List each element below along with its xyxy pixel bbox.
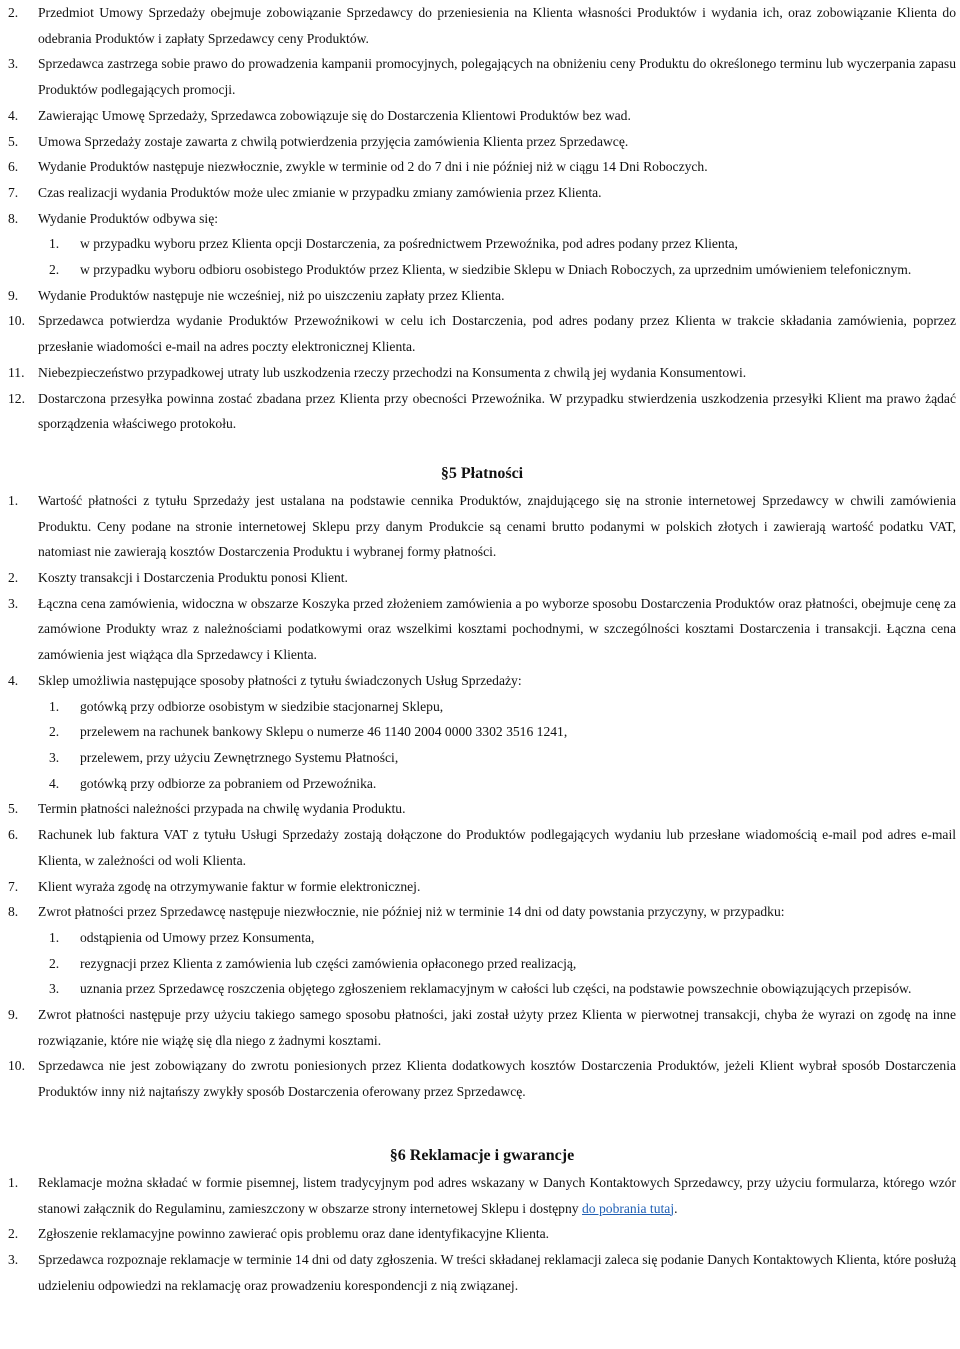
- delivery-subitem: [8, 231, 956, 257]
- item-number: 2.: [8, 1226, 19, 1242]
- item-number: 12.: [8, 390, 25, 406]
- item-text: Wydanie Produktów następuje niezwłocznie, zwykle w terminie od 2 do 7 dni i nie później niż w ciągu 14 Dni Roboczych.: [38, 159, 708, 175]
- item-text: rezygnacji przez Klienta z zamówienia lub części zamówienia opłaconego przed realizacją,: [80, 955, 577, 971]
- item-text: w przypadku wyboru przez Klienta opcji Dostarczenia, za pośrednictwem Przewoźnika, pod adres podany przez Klienta,: [80, 236, 738, 252]
- item-text: Sklep umożliwia następujące sposoby płatności z tytułu świadczonych Usług Sprzedaży:: [38, 672, 522, 688]
- payments-list: [8, 488, 956, 1105]
- item-number: 3.: [8, 595, 19, 611]
- item-text: Sprzedawca nie jest zobowiązany do zwrotu poniesionych przez Klienta dodatkowych kosztów Dostarczenia Produktów, jeżeli Klient wybrał sposób Dostarczenia Produktów inny niż najtańszy zwykły sposób Dostarczenia oferowany przez Sprzedawcę.: [38, 1058, 956, 1100]
- item-text: Umowa Sprzedaży zostaje zawarta z chwilą potwierdzenia przyjęcia zamówienia Klienta przez Sprzedawcę.: [38, 133, 629, 149]
- payment-item: [8, 899, 956, 925]
- item-number: 9.: [8, 1007, 19, 1023]
- delivery-subitem: [8, 257, 956, 283]
- payment-item: [8, 488, 956, 565]
- payment-item: [8, 822, 956, 873]
- item-text: Wartość płatności z tytułu Sprzedaży jest ustalana na podstawie cennika Produktów, znajdującego się na stronie internetowej Sprzedawcy w chwili zamówienia Produktu. Ceny podane na stronie internetowej Sklepu przy danym Produkcie są cenami brutto podanymi w polskich złotych i zawierają wartość podatku VAT, natomiast nie zawierają kosztów Dostarczenia Produktu i wybranej formy płatności.: [38, 492, 956, 560]
- item-text: Zgłoszenie reklamacyjne powinno zawierać opis problemu oraz dane identyfikacyjne Klienta.: [38, 1226, 550, 1242]
- item-number: 2.: [8, 570, 19, 586]
- item-number: 2.: [8, 5, 19, 20]
- complaint-item: [8, 1221, 956, 1247]
- item-number: 6.: [8, 159, 19, 175]
- item-text: Termin płatności należności przypada na chwilę wydania Produktu.: [38, 801, 406, 817]
- delivery-item: [8, 386, 956, 437]
- item-text: Zawierając Umowę Sprzedaży, Sprzedawca zobowiązuje się do Dostarczenia Klientowi Produktów bez wad.: [38, 107, 631, 123]
- item-text: Czas realizacji wydania Produktów może ulec zmianie w przypadku zmiany zamówienia przez Klienta.: [38, 184, 602, 200]
- item-text: Łączna cena zamówienia, widoczna w obszarze Koszyka przed złożeniem zamówienia a po wyborze sposobu Dostarczenia Produktów oraz płatności, obejmuje cenę za zamówione Produkty wraz z należnościami podatkowymi oraz wszelkimi kosztami pochodnymi, w szczególności kosztami Dostarczenia i transakcji. Łączna cena zamówienia jest wiążąca dla Sprzedawcy i Klienta.: [38, 595, 956, 663]
- payment-subitem: [8, 745, 956, 771]
- payment-subitem: [8, 771, 956, 797]
- item-text: Dostarczona przesyłka powinna zostać zbadana przez Klienta przy obecności Przewoźnika. W przypadku stwierdzenia uszkodzenia przesyłki Klient ma prawo żądać sporządzenia właściwego protokołu.: [38, 390, 956, 432]
- item-number: 1.: [8, 492, 19, 508]
- payment-item: [8, 1002, 956, 1053]
- download-form-link[interactable]: do pobrania tutaj: [581, 1200, 675, 1216]
- payment-subitem: [8, 976, 956, 1002]
- item-text: Przedmiot Umowy Sprzedaży obejmuje zobowiązanie Sprzedawcy do przeniesienia na Klienta własności Produktów i wydania ich, oraz zobowiązanie Klienta do odebrania Produktów i zapłaty Sprzedawcy ceny Produktów.: [38, 5, 956, 46]
- item-number: 3.: [8, 56, 19, 72]
- item-number: 7.: [8, 184, 19, 200]
- item-number: 3.: [49, 981, 60, 997]
- item-text: Rachunek lub faktura VAT z tytułu Usługi Sprzedaży zostają dołączone do Produktów podlegających wydaniu lub przesłane wiadomością e-mail pod adres e-mail Klienta, w zależności od woli Klienta.: [38, 827, 956, 868]
- delivery-item: [8, 0, 956, 51]
- item-text: Zwrot płatności przez Sprzedawcę następuje niezwłocznie, nie później niż w terminie 14 dni od daty powstania przyczyny, w przypadku:: [38, 904, 785, 920]
- payment-subitem: [8, 694, 956, 720]
- item-number: 2.: [49, 724, 60, 740]
- item-text: Wydanie Produktów odbywa się:: [38, 210, 219, 226]
- payment-item: [8, 565, 956, 591]
- payment-item: [8, 796, 956, 822]
- item-number: 11.: [8, 364, 25, 380]
- item-text: przelewem na rachunek bankowy Sklepu o numerze 46 1140 2004 0000 3302 3516 1241,: [80, 724, 568, 740]
- item-number: 9.: [8, 287, 19, 303]
- item-text: gotówką przy odbiorze osobistym w siedzibie stacjonarnej Sklepu,: [80, 698, 444, 714]
- delivery-item: [8, 154, 956, 180]
- payment-item: [8, 591, 956, 668]
- item-text: Sprzedawca zastrzega sobie prawo do prowadzenia kampanii promocyjnych, polegających na obniżeniu ceny Produktu do określonego terminu lub wyczerpania zapasu Produktów podlegających promocji.: [38, 56, 956, 98]
- item-number: 5.: [8, 801, 19, 817]
- payment-item: [8, 1053, 956, 1104]
- delivery-item: [8, 51, 956, 102]
- item-number: 2.: [49, 955, 60, 971]
- item-number: 5.: [8, 133, 19, 149]
- item-text: Sprzedawca potwierdza wydanie Produktów Przewoźnikowi w celu ich Dostarczenia, pod adres podany przez Klienta w trakcie składania zamówienia, poprzez przesłanie wiadomości e-mail na adres poczty elektronicznej Klienta.: [38, 313, 956, 355]
- item-text-end: .: [674, 1200, 678, 1216]
- item-text: Wydanie Produktów następuje nie wcześniej, niż po uiszczeniu zapłaty przez Klienta.: [38, 287, 505, 303]
- delivery-terms-list: [8, 0, 956, 437]
- item-text: przelewem, przy użyciu Zewnętrznego Systemu Płatności,: [80, 749, 399, 765]
- item-number: 1.: [49, 698, 60, 714]
- section-5-heading: §5 Płatności: [440, 464, 524, 482]
- payment-item: [8, 668, 956, 694]
- item-text: Reklamacje można składać w formie pisemnej, listem tradycyjnym pod adres wskazany w Danych Kontaktowych Sprzedawcy, przy użyciu formularza, którego wzór stanowi załącznik do Regulaminu, zamieszczony w obszarze strony internetowej Sklepu i dostępny: [38, 1174, 956, 1216]
- item-text: gotówką przy odbiorze za pobraniem od Przewoźnika.: [80, 775, 377, 791]
- item-number: 8.: [8, 904, 19, 920]
- payment-subitem: [8, 925, 956, 951]
- complaint-item: [8, 1247, 956, 1298]
- item-number: 3.: [49, 749, 60, 765]
- item-number: 1.: [49, 929, 60, 945]
- item-text: Koszty transakcji i Dostarczenia Produktu ponosi Klient.: [38, 570, 348, 586]
- item-number: 10.: [8, 1058, 25, 1074]
- item-number: 1.: [8, 1174, 19, 1190]
- item-number: 8.: [8, 210, 19, 226]
- item-number: 1.: [49, 236, 60, 252]
- delivery-item: [8, 180, 956, 206]
- item-number: 6.: [8, 827, 19, 843]
- item-text: odstąpienia od Umowy przez Konsumenta,: [80, 929, 315, 945]
- delivery-item: [8, 283, 956, 309]
- item-number: 4.: [8, 107, 19, 123]
- delivery-item: [8, 206, 956, 232]
- item-number: 3.: [8, 1251, 19, 1267]
- complaints-list: [8, 1170, 956, 1299]
- payment-subitem: [8, 719, 956, 745]
- item-text: Sprzedawca rozpoznaje reklamacje w terminie 14 dni od daty zgłoszenia. W treści składanej reklamacji zaleca się podanie Danych Kontaktowych Klienta, które posłużą udzieleniu odpowiedzi na reklamację oraz prowadzeniu korespondencji z nią związanej.: [38, 1251, 956, 1293]
- item-number: 7.: [8, 878, 19, 894]
- item-text: uznania przez Sprzedawcę roszczenia objętego zgłoszeniem reklamacyjnym w całości lub części, na podstawie powszechnie obowiązujących przepisów.: [80, 981, 912, 997]
- payment-subitem: [8, 951, 956, 977]
- payment-item: [8, 874, 956, 900]
- item-text: Klient wyraża zgodę na otrzymywanie faktur w formie elektronicznej.: [38, 878, 421, 894]
- delivery-item: [8, 129, 956, 155]
- item-number: 4.: [49, 775, 60, 791]
- section-6-heading: §6 Reklamacje i gwarancje: [389, 1146, 575, 1164]
- item-number: 10.: [8, 313, 25, 329]
- item-text: Niebezpieczeństwo przypadkowej utraty lub uszkodzenia rzeczy przechodzi na Konsumenta z chwilą jej wydania Konsumentowi.: [38, 364, 747, 380]
- delivery-item: [8, 360, 956, 386]
- item-number: 2.: [49, 262, 60, 278]
- item-number: 4.: [8, 672, 19, 688]
- delivery-item: [8, 308, 956, 359]
- complaint-item-1: [8, 1170, 956, 1221]
- item-text: Zwrot płatności następuje przy użyciu takiego samego sposobu płatności, jaki został użyty przez Klienta w pierwotnej transakcji, chyba że wyrazi on zgodę na inne rozwiązanie, które nie wiążę się dla niego z żadnymi kosztami.: [38, 1007, 956, 1048]
- item-text: w przypadku wyboru odbioru osobistego Produktów przez Klienta, w siedzibie Sklepu w Dniach Roboczych, za uprzednim umówieniem telefonicznym.: [80, 262, 912, 278]
- delivery-item: [8, 103, 956, 129]
